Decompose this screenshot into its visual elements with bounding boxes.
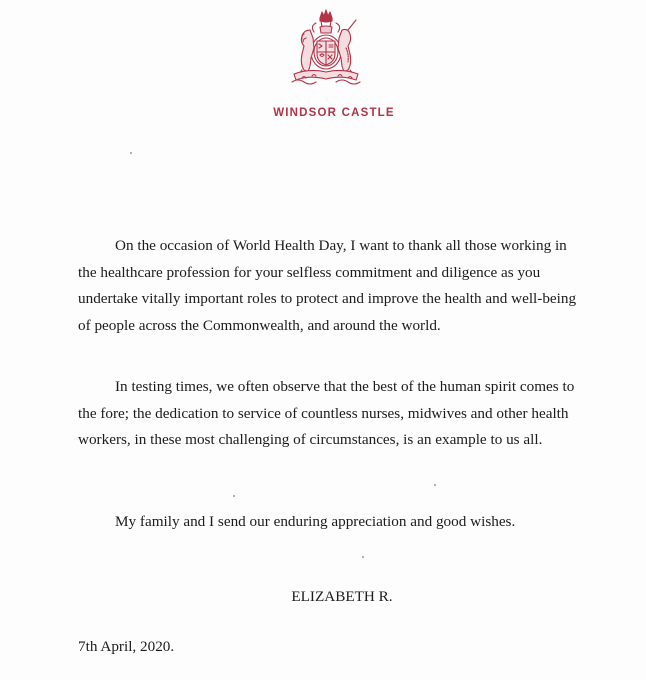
scan-speck (233, 495, 235, 497)
paragraph-text: My family and I send our enduring appreciation and good wishes. (115, 513, 516, 530)
scan-speck (130, 152, 132, 154)
royal-coat-of-arms-icon (280, 8, 372, 90)
letter-paragraph (78, 374, 578, 454)
scan-speck (434, 484, 436, 486)
letterhead-location: WINDSOR CASTLE (273, 107, 395, 119)
scan-speck (362, 556, 364, 558)
letter-paragraph (78, 233, 578, 339)
paragraph-text: In testing times, we often observe that the best of the human spirit comes to the fore; the dedication to service of countless nurses, midwives and other health workers, in these most challenging of circumstances, is an example to us all. (78, 378, 575, 449)
letter-date: 7th April, 2020. (78, 638, 175, 655)
signature: ELIZABETH R. (291, 588, 393, 605)
paragraph-text: On the occasion of World Health Day, I want to thank all those working in the healthcare profession for your selfless commitment and diligence as you undertake vitally important roles to protect and improve the health and well-being of people across the Commonwealth, and around the world. (78, 237, 577, 334)
letter-paragraph (78, 509, 578, 536)
